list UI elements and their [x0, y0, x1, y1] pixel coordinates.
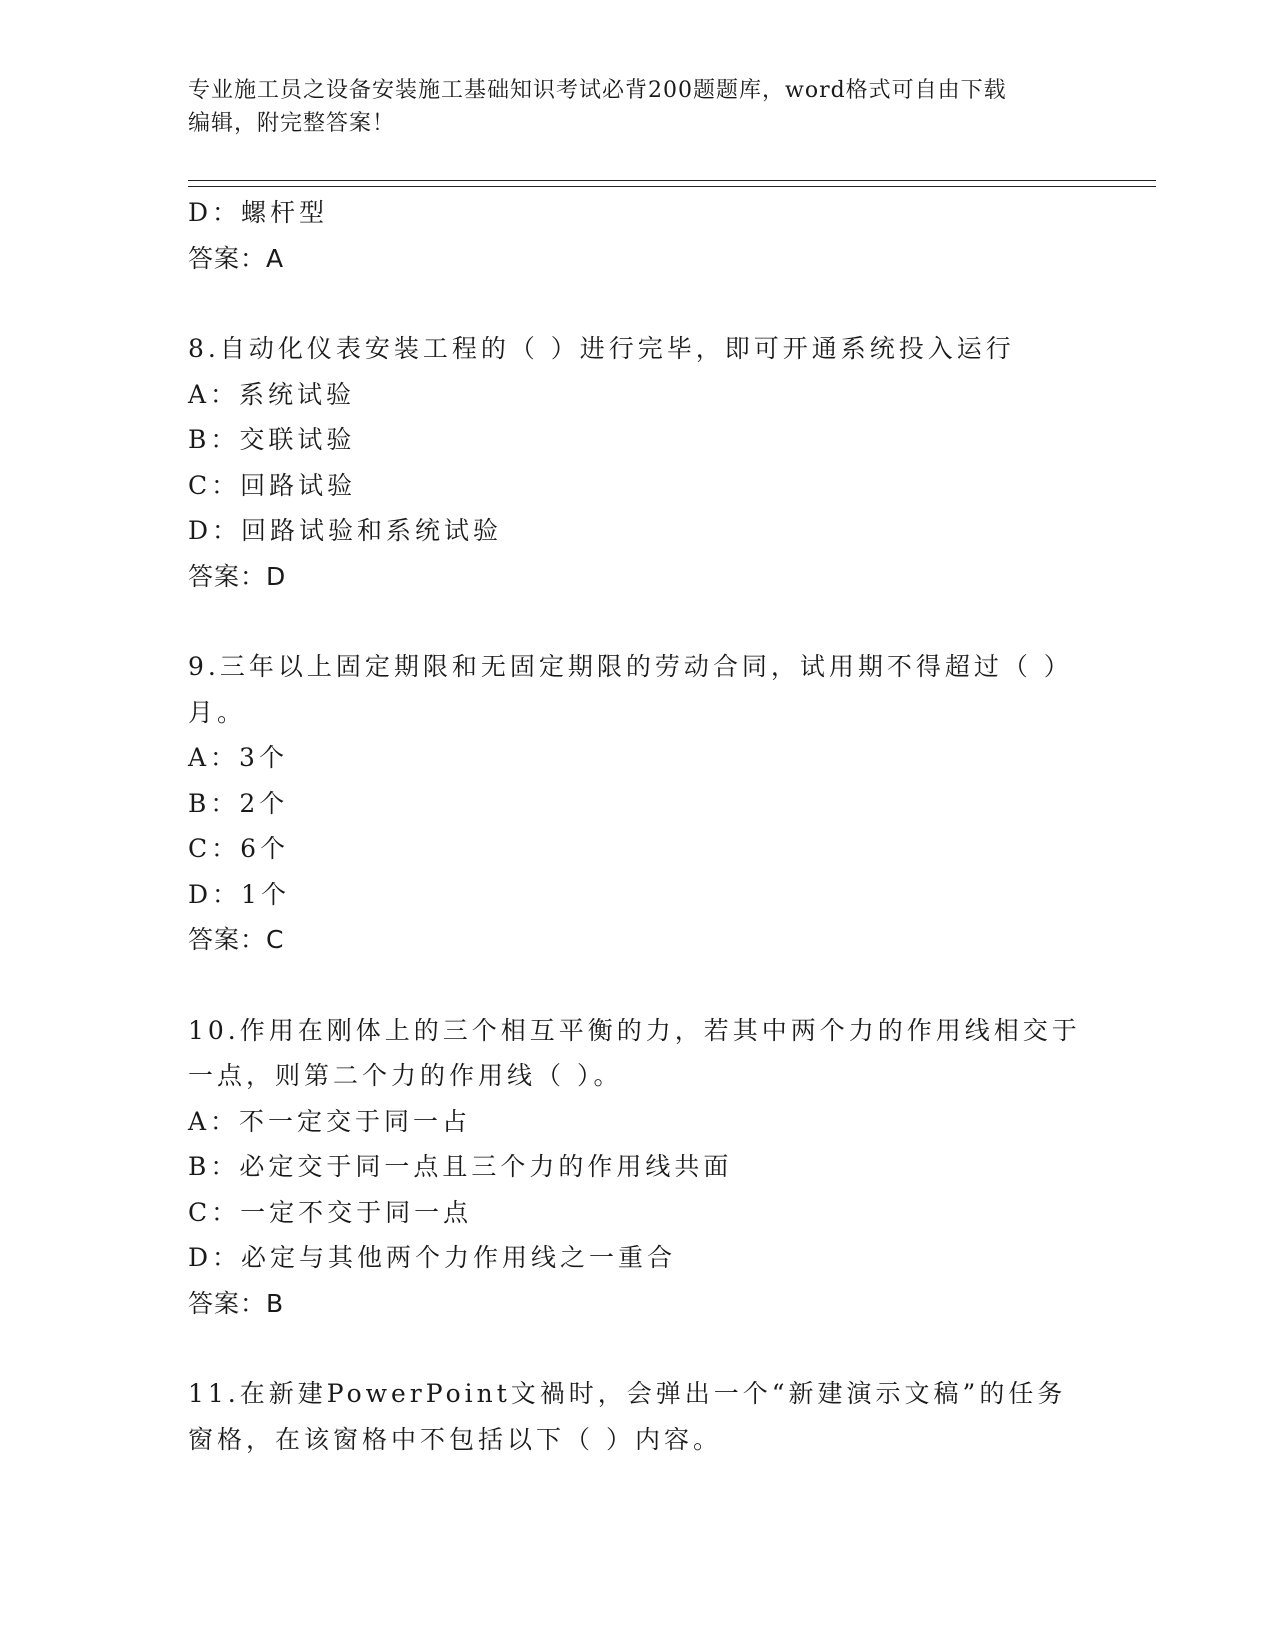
header-divider — [188, 180, 1156, 187]
question-stem-line-2: 一点，则第二个力的作用线（ ）。 — [188, 1061, 623, 1090]
option-c: C：回路试验 — [188, 470, 357, 500]
option-d: D：必定与其他两个力作用线之一重合 — [188, 1243, 677, 1272]
question-stem-line-2: 窗格，在该窗格中不包括以下（ ）内容。 — [188, 1424, 722, 1454]
question-spacer — [188, 599, 1088, 644]
question-block-10 — [188, 1008, 1088, 1327]
question-block-11 — [188, 1371, 1088, 1462]
question-stem-line-1: 10.作用在刚体上的三个相互平衡的力，若其中两个力的作用线相交于 — [188, 1015, 1081, 1045]
document-body — [188, 190, 1088, 1462]
header-title-line-1: 专业施工员之设备安装施工基础知识考试必背200题题库，word格式可自由下载 — [188, 78, 1007, 103]
question-stem-line-1: 9.三年以上固定期限和无固定期限的劳动合同，试用期不得超过（ ） — [188, 652, 1073, 681]
question-spacer — [188, 281, 1088, 326]
question-spacer — [188, 1326, 1088, 1371]
document-header — [188, 74, 1108, 140]
answer-line: 答案：B — [188, 1288, 285, 1318]
option-d: D：螺杆型 — [188, 198, 329, 227]
question-stem: 8.自动化仪表安装工程的（ ）进行完毕，即可开通系统投入运行 — [188, 334, 1015, 363]
answer-line: 答案：C — [188, 925, 285, 954]
question-block-7 — [188, 190, 1088, 281]
answer-line: 答案：A — [188, 243, 285, 273]
header-title-line-2: 编辑，附完整答案！ — [188, 111, 396, 136]
answer-line: 答案：D — [188, 561, 287, 591]
option-d: D：回路试验和系统试验 — [188, 516, 503, 545]
question-stem-line-2: 月。 — [188, 697, 247, 727]
question-block-8 — [188, 326, 1088, 599]
option-d: D：1个 — [188, 879, 290, 909]
question-block-9 — [188, 644, 1088, 963]
option-b: B：2个 — [188, 788, 289, 818]
option-a: A：系统试验 — [188, 379, 356, 409]
question-spacer — [188, 963, 1088, 1008]
option-c: C：6个 — [188, 834, 290, 863]
option-a: A：3个 — [188, 743, 288, 772]
option-b: B：必定交于同一点且三个力的作用线共面 — [188, 1152, 733, 1181]
question-stem-line-1: 11.在新建PowerPoint文禍时，会弹出一个“新建演示文稿”的任务 — [188, 1379, 1067, 1408]
option-a: A：不一定交于同一占 — [188, 1106, 472, 1136]
option-c: C：一定不交于同一点 — [188, 1197, 473, 1227]
option-b: B：交联试验 — [188, 425, 356, 454]
